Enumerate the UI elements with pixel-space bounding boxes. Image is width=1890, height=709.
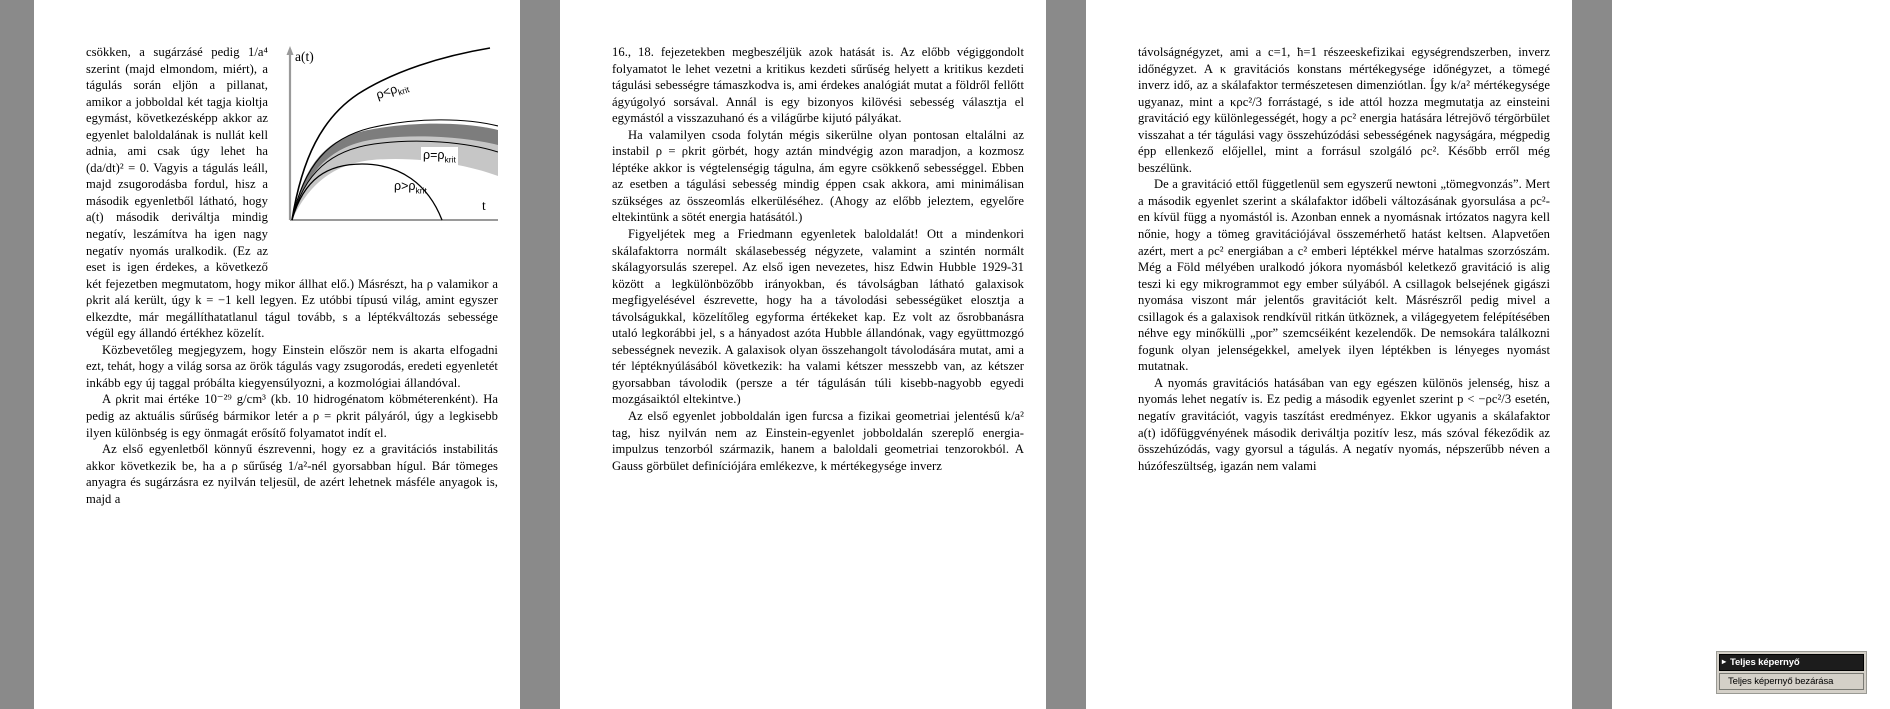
band-light xyxy=(292,135,498,220)
y-axis-label: a(t) xyxy=(295,49,314,64)
page-1 xyxy=(34,0,520,709)
paragraph: Az első egyenletből könnyű észrevenni, hogy ez a gravitációs instabilitás akkor következik be, ha a ρ sűrűség 1/a²-nél gyorsabban hígul. Bár tömeges anyagra és sugárzásra ez nyilván teljesül, de azért lehetnek másféle anyagok is, majd a xyxy=(86,442,498,506)
page-4-partial xyxy=(1612,0,1890,709)
curve-label-closed: $\rho>\rho_{krit}$ xyxy=(394,179,427,196)
fullscreen-popup-menu[interactable] xyxy=(1716,651,1867,694)
figure-svg xyxy=(276,46,498,264)
fullscreen-button[interactable]: ▸ Teljes képernyő xyxy=(1719,654,1864,671)
friedmann-scale-factor-figure xyxy=(276,46,498,264)
paragraph: Közbevetőleg megjegyzem, hogy Einstein először nem is akarta elfogadni ezt, tehát, hogy a világ sorsa az örök tágulás vagy zsugorodás, eredeti egyenletét inkább egy új taggal próbálta kiegyensúlyozni, a kozmológiai állandóval. xyxy=(86,342,498,390)
paragraph: csökken, a sugárzásé pedig 1/a⁴ szerint (majd elmondom, miért), a tágulás során eljön a pillanat, amikor a jobboldal két tagja kioltja egymást, következésképp akkor az egyenlet baloldalának is nullát kell adnia, ami csak úgy lehet ha (da/dt)² = 0. Vagyis a tágulás leáll, majd zsugorodásba fordul, hisz a második egyenletből látható, hogy a(t) második deriváltja mindig negatív, leszámítva ha igen nagy negatív nyomás uralkodik. (Ez az eset is igen érdekes, a következő két fejezetben megmutatom, hogy mikor állhat elő.) Másrészt, ha ρ valamikor a ρkrit alá került, úgy k = −1 kell legyen. Ez utóbbi típusú világ, amint egyszer elkezdte, már megállíthatatlanul tágul tovább, s a léptékváltozás sebessége végül egy állandó értékhez közelít. xyxy=(86,45,498,341)
x-axis-label: t xyxy=(482,198,486,213)
paragraph: távolságnégyzet, ami a c=1, ħ=1 részeeskefizikai egységrendszerben, inverz időnégyzet. A κ gravitációs konstans mértékegysége időnégyzet, a tömegé inverz idő, az a skálafaktor természetesen dimenziótlan. Így k/a² mértékegysége ugyanaz, mint a κρc²/3 forrástagé, s ide attól hozza megmutatja az einsteini gravitáció egy különlegességét, hogy a ρc² energia hatására létrejövő térgörbület visszahat a tér tágulási vagy összehúzódási sebességének nagyságára, mégpedig épp ellenkező előjellel, mint a forrásul szolgáló ρc². Később erről még beszélünk. xyxy=(1138,45,1550,175)
exit-fullscreen-button[interactable]: Teljes képernyő bezárása xyxy=(1719,673,1864,690)
y-axis-arrow xyxy=(287,46,294,55)
paragraph: Ha valamilyen csoda folytán mégis sikerülne olyan pontosan eltalálni az instabil ρ = ρkrit görbét, hogy aztán mindvégig azon maradjon, a kozmosz léptéke akkor is végtelenségig tágulna, ám egyre csökkenő sebességgel. Ebben az esetben a tágulási sebesség mindig éppen csak akkora, ami minimálisan szükséges az összeomlás elkerüléséhez. (Ahogy az előbb jeleztem, egyelőre eltekintünk a sötét energia hatásától.) xyxy=(612,127,1024,225)
paragraph: Figyeljétek meg a Friedmann egyenletek baloldalát! Ott a mindenkori skálafaktorra normált skálasebesség négyzete, valamint a szintén normált skálagyorsulás szerepel. Az első igen nevezetes, hisz Edwin Hubble 1929-31 között a legkülönbözőbb irányokban, és távolságban látható galaxisok megfigyelésével észrevette, hogy ha a távolodási sebességüket elosztja a távolságukkal, közelítőleg egyforma értékeket kap. Ez volt az ősrobbanásra utaló legkorábbi jel, s a hányadost azóta Hubble állandónak, vagy együttmozgó sebességnek nevezik. A galaxisok olyan összehangolt távolodására mutat, ami a tér léptéknyúlásából következik: ha valami kétszer messzebb van, az kétszer gyorsabban távolodik (persze a tér tágulásán túli kisebb-nagyobb egyedi mozgásaiktól eltekintve.) xyxy=(612,227,1024,407)
paragraph: A ρkrit mai értéke 10⁻²⁹ g/cm³ (kb. 10 hidrogénatom köbméterenként). Ha pedig az aktuális sűrűség bármikor letér a ρ = ρkrit pályáról, úgy a legkisebb ilyen különbség is egy önmagát erősítő folyamatot indít el. xyxy=(86,392,498,440)
paragraph: A nyomás gravitációs hatásában van egy egészen különös jelenség, hisz a nyomás lehet negatív is. Ez pedig a második egyenlet szerint p < −ρc²/3 esetén, negatív gravitációt, vagyis taszítást eredményez. Ekkor ugyanis a skálafaktor a(t) időfüggvényének második deriváltja pozitív lesz, más szóval fékeződik az összehúzódás, vagy gyorsul a tágulás. A negatív nyomás, népszerűbb néven a húzófeszültség, igazán nem valami xyxy=(1138,375,1550,473)
paragraph: 16., 18. fejezetekben megbeszéljük azok hatását is. Az előbb végiggondolt folyamatot le lehet vezetni a kritikus kezdeti sűrűség helyett a kritikus kezdeti tágulási sebességre támaszkodva is, ami érdekes analógiát mutat a földről fellőtt ágyúgolyó sorsával. Annál is egy bizonyos kilövési sebesség választja el egymástól a visszazuhanó és a világűrbe kijutó pályákat. xyxy=(612,45,1024,126)
curve-label-flat: $\rho=\rho_{krit}$ xyxy=(423,148,456,165)
paragraph: Az első egyenlet jobboldalán igen furcsa a fizikai geometriai jelentésű k/a² tag, hisz nyilván nem az Einstein-egyenlet jobboldalán szereplő energia-impulzus tenzorból származik, hanem a baloldali geometriai tenzorokból. A Gauss görbület definíciójára emlékezve, k mértékegysége inverz xyxy=(612,409,1024,473)
curve-label-open: $\rho<\rho_{krit}$ xyxy=(374,81,411,103)
page-2 xyxy=(560,0,1046,709)
page-3 xyxy=(1086,0,1572,709)
paragraph: De a gravitáció ettől függetlenül sem egyszerű newtoni „tömegvonzás”. Mert a második egyenlet szerint a skálafaktor időbeli változásának gyorsulása a ρc²-en kívül függ a nyomástól is. Azonban ennek a nyomásnak irtózatos nagyra kell nőnie, hogy a tömeg gravitációjával összemérhető hatást keltsen. Alapvetően azért, mert a ρc² energiában a c² emberi léptékkel mérve hatalmas szorzószám. Még a Föld mélyében uralkodó jókora nyomásból keletkező gravitáció is alig teszi ki egy mikrogrammot egy ember súlyából. A csillagok belsejének gigászi nyomása viszont már jelentős gravitációt kelt. Másrészről pedig mivel a csillagok és a galaxisok rendkívül ritkán ütköznek, a világegyetem felépítésében néhve egy minőkülli „por” szemcséiként kezelendők. De nemsokára találkozni fogunk olyan jelenségekkel, amelyek ilyen léptékben is lényeges nyomást mutatnak. xyxy=(1138,177,1550,374)
